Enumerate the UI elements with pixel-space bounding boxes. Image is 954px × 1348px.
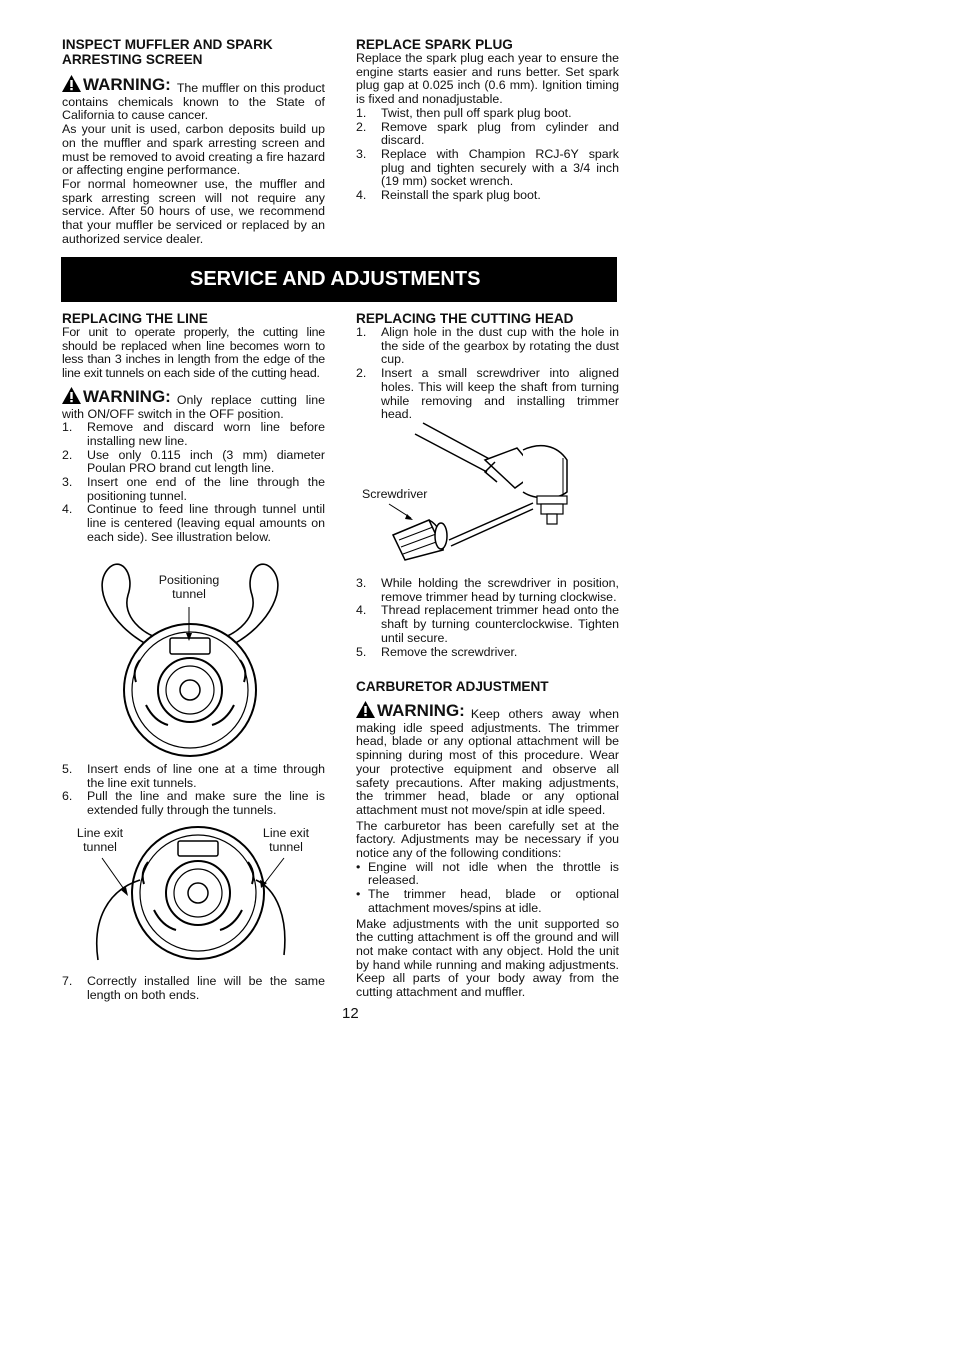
step-item [62, 763, 325, 790]
step-number: 7. [62, 974, 73, 988]
step-text: Insert a small screwdriver into aligned holes. This will keep the shaft from turning while removing and installing trimmer head. [381, 366, 619, 422]
replacing-head-steps [356, 326, 619, 422]
step-item [356, 326, 619, 367]
muffler-para-1: As your unit is used, carbon deposits build up on the muffler and spark arresting screen and must be removed to avoid creating a fire hazard or affecting engine performance. [62, 122, 325, 178]
warning-triangle-icon [356, 701, 375, 718]
step-number: 2. [62, 447, 73, 462]
step-item [356, 577, 619, 604]
step-number: 1. [356, 105, 367, 120]
spark-plug-steps [356, 107, 619, 203]
replacing-head-heading: REPLACING THE CUTTING HEAD [356, 311, 574, 326]
step-number: 4. [62, 502, 73, 517]
replacing-head-section [356, 311, 619, 422]
step-text: Pull the line and make sure the line is extended fully through the tunnels. [87, 789, 325, 818]
step-item [356, 107, 619, 121]
step-number: 6. [62, 789, 73, 804]
replacing-line-intro: For unit to operate properly, the cutting line should be replaced when line becomes worn to less than 3 inches in length from the edge of the line exit tunnels on each side of the cutting head. [62, 325, 325, 381]
step-item [356, 367, 619, 422]
bullet-item: • The trimmer head, blade or optional attachment moves/spins at idle. [356, 888, 619, 915]
step-text: Remove the screwdriver. [381, 644, 518, 659]
carburetor-para-1: The carburetor has been carefully set at the factory. Adjustments may be necessary if you notice any of the following conditions: [356, 818, 619, 861]
step-item [62, 449, 325, 476]
step-item [356, 646, 619, 660]
replacing-line-steps-b [62, 763, 325, 818]
step-text: While holding the screwdriver in position, remove trimmer head by turning clockwise. [381, 576, 619, 604]
carburetor-section [356, 679, 619, 1000]
step-item [62, 975, 325, 1002]
warning-word: WARNING: [83, 387, 171, 407]
step-item [62, 790, 325, 817]
carburetor-warning: WARNING: Keep others away when making idle speed adjustments. The trimmer head, blade or any optional attachment will be spinning during most of this procedure. Wear your protective equipment and observe all safety precautions. After making adjustments, the trimmer head, blade or any optional attachment must not move/spin at idle speed. [356, 701, 619, 817]
carburetor-heading: CARBURETOR ADJUSTMENT [356, 679, 549, 694]
step-item [62, 421, 325, 448]
step-text: Remove spark plug from cylinder and discard. [381, 119, 619, 148]
step-text: Remove and discard worn line before installing new line. [87, 420, 325, 448]
step-text: Insert one end of the line through the positioning tunnel. [87, 475, 325, 503]
replacing-head-steps-b [356, 577, 619, 659]
screwdriver-label: Screwdriver [362, 487, 428, 501]
line-exit-tunnel-left-label: Line exit tunnel [76, 826, 124, 854]
step-text: Insert ends of line one at a time through the line exit tunnels. [87, 762, 325, 790]
step-number: 4. [356, 603, 367, 618]
page-number: 12 [342, 1005, 359, 1022]
step-text: Align hole in the dust cup with the hole in the side of the gearbox by rotating the dust cup. [381, 325, 619, 367]
step-item [62, 476, 325, 503]
step-number: 2. [356, 119, 367, 134]
warning-triangle-icon [62, 75, 81, 92]
step-number: 5. [356, 644, 367, 659]
step-number: 3. [356, 576, 367, 590]
positioning-tunnel-label: Positioning tunnel [158, 573, 220, 601]
step-item [356, 604, 619, 645]
step-text: Twist, then pull off spark plug boot. [381, 105, 572, 120]
step-number: 2. [356, 366, 367, 381]
carburetor-para-2: Make adjustments with the unit supported so the cutting attachment is off the ground and will not make contact with any object. Hold the unit by hand while running and making adjustments. Keep all parts of your body away from the cutting attachment and muffler. [356, 916, 619, 1000]
spark-plug-intro: Replace the spark plug each year to ensure the engine starts easier and runs better. Set spark plug gap at 0.025 inch (0.6 mm). Ignition timing is fixed and nonadjustable. [356, 51, 619, 107]
replacing-line-steps [62, 421, 325, 544]
warning-triangle-icon [62, 387, 81, 404]
replacing-line-section [62, 311, 325, 545]
step-number: 4. [356, 188, 367, 203]
warning-word: WARNING: [377, 701, 465, 721]
step-item [356, 148, 619, 189]
replacing-line-heading: REPLACING THE LINE [62, 311, 208, 326]
step-number: 3. [62, 475, 73, 490]
step-number: 3. [356, 146, 367, 161]
bullet-item: • Engine will not idle when the throttle is released. [356, 861, 619, 888]
step-number: 5. [62, 762, 73, 776]
section-banner: SERVICE AND ADJUSTMENTS [61, 257, 617, 302]
step-text: Replace with Champion RCJ-6Y spark plug and tighten securely with a 3/4 inch (19 mm) socket wrench. [381, 146, 619, 189]
muffler-heading: INSPECT MUFFLER AND SPARK ARRESTING SCREEN [62, 37, 273, 67]
line-exit-tunnel-right-label: Line exit tunnel [262, 826, 310, 854]
muffler-section [62, 37, 325, 246]
warning-word: WARNING: [83, 75, 171, 95]
step-text: Use only 0.115 inch (3 mm) diameter Poulan PRO brand cut length line. [87, 447, 325, 476]
muffler-para-2: For normal homeowner use, the muffler and spark arresting screen will not require any service. After 50 hours of use, we recommend that your muffler be serviced or replaced by an authorized service dealer. [62, 176, 325, 246]
step-text: Thread replacement trimmer head onto the shaft by turning counterclockwise. Tighten until secure. [381, 603, 619, 645]
step-item [356, 189, 619, 203]
step-number: 1. [356, 325, 367, 339]
step-text: Correctly installed line will be the same length on both ends. [87, 974, 325, 1002]
step-text: Reinstall the spark plug boot. [381, 188, 541, 203]
spark-plug-heading: REPLACE SPARK PLUG [356, 37, 513, 52]
muffler-warning: WARNING: The muffler on this product contains chemicals known to the State of California to cause cancer. [62, 75, 325, 123]
carburetor-conditions [356, 861, 619, 916]
step-text: Continue to feed line through tunnel until line is centered (leaving equal amounts on each side). See illustration below. [87, 502, 325, 544]
step-item [356, 121, 619, 148]
spark-plug-section [356, 37, 619, 203]
replacing-line-warning: WARNING: Only replace cutting line with ON/OFF switch in the OFF position. [62, 387, 325, 421]
replacing-line-steps-c [62, 975, 325, 1002]
step-number: 1. [62, 420, 73, 435]
step-item [62, 503, 325, 544]
